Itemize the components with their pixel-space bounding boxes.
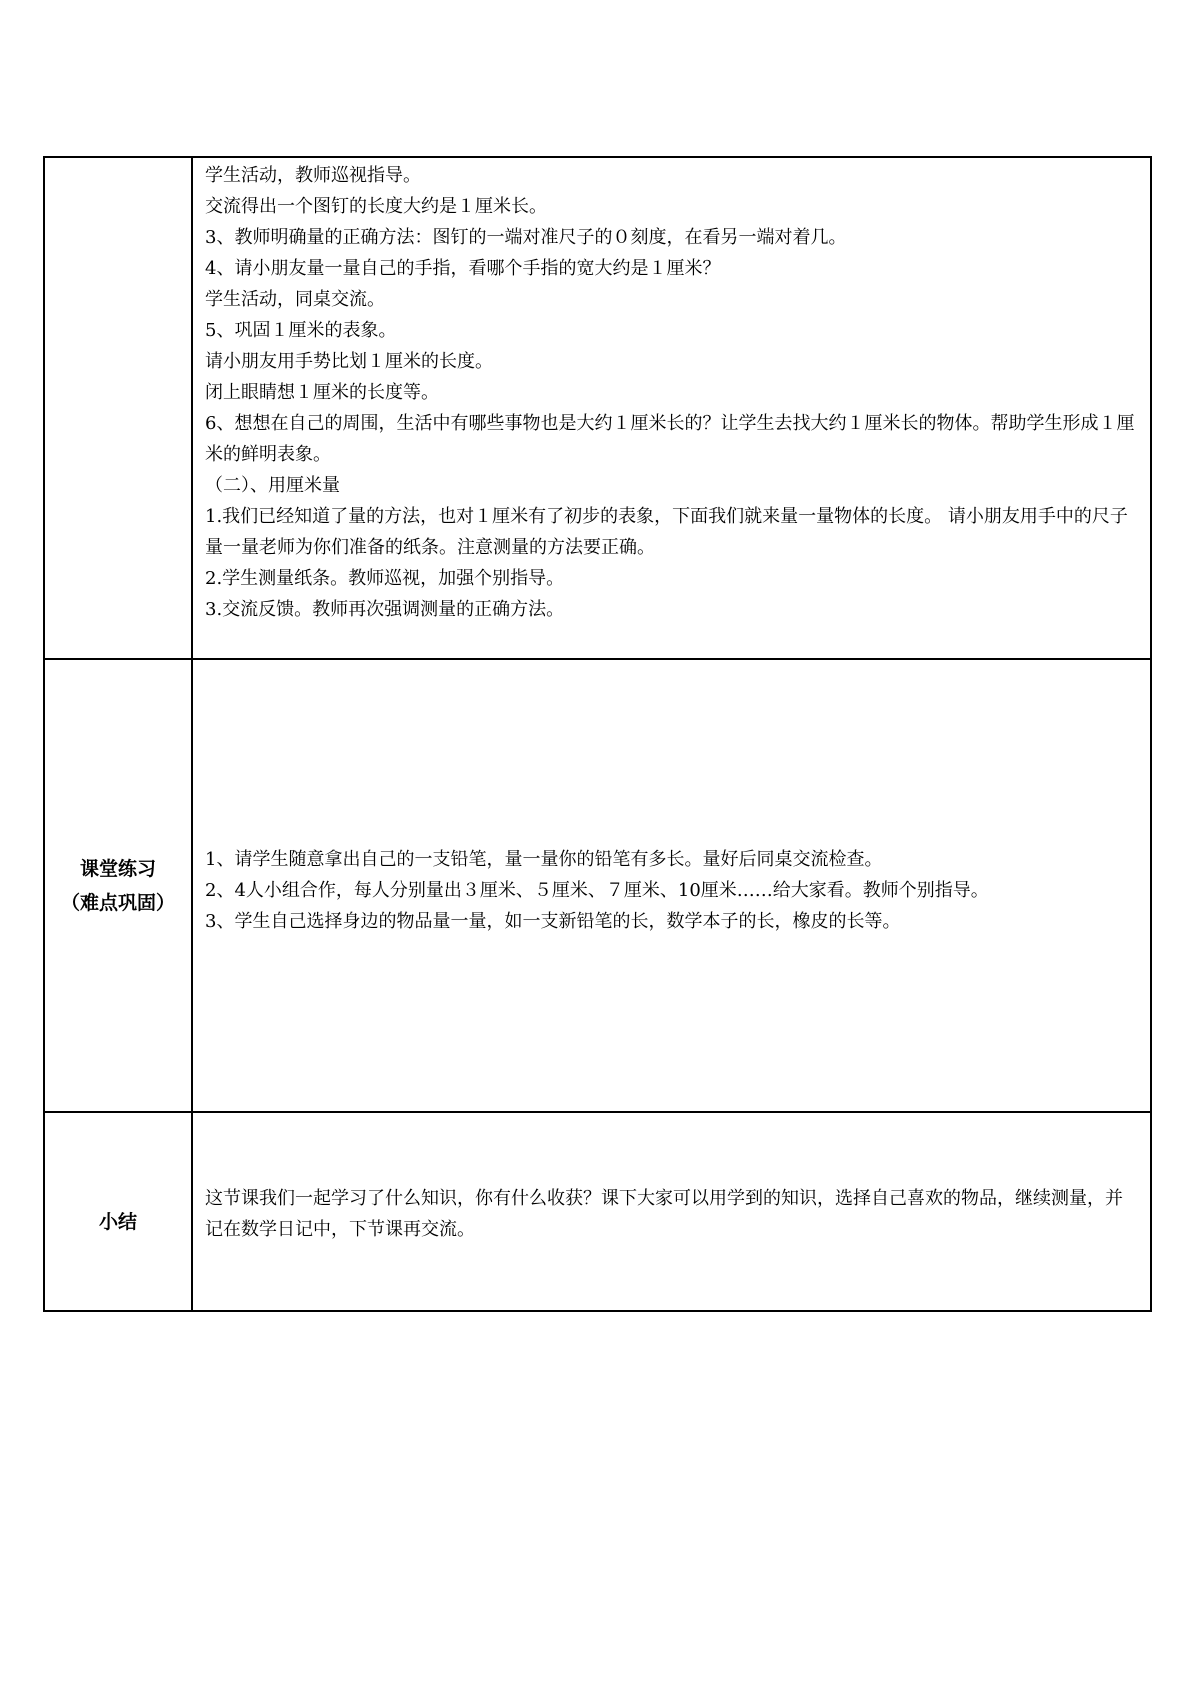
content-line: 交流得出一个图钉的长度大约是１厘米长。 (205, 196, 547, 217)
content-line: 4、请小朋友量一量自己的手指，看哪个手指的宽大约是１厘米？ (205, 258, 721, 279)
content-line: 3、学生自己选择身边的物品量一量，如一支新铅笔的长，数学本子的长，橡皮的长等。 (205, 911, 901, 932)
content-line: 1.我们已经知道了量的方法，也对１厘米有了初步的表象，下面我们就来量一量物体的长度。 请小朋友用手中的尺子量一量老师为你们准备的纸条。注意测量的方法要正确。 (205, 506, 1128, 558)
content-line: （二）、用厘米量 (205, 475, 340, 496)
content-line: 请小朋友用手势比划１厘米的长度。 (205, 351, 493, 372)
content-line: 2.学生测量纸条。教师巡视，加强个别指导。 (205, 568, 565, 589)
label-line: 小结 (98, 1211, 137, 1233)
content-line: 3.交流反馈。教师再次强调测量的正确方法。 (205, 599, 565, 620)
teaching-process-content (192, 157, 1151, 659)
teaching-process-row (44, 157, 1151, 659)
content-line: 2、4人小组合作，每人分别量出３厘米、５厘米、７厘米、10厘米……给大家看。教师个别指导。 (205, 880, 989, 901)
classroom-practice-label (44, 659, 192, 1112)
label-line: （难点巩固） (60, 891, 175, 914)
content-line: 这节课我们一起学习了什么知识，你有什么收获？课下大家可以用学到的知识，选择自己喜欢的物品，继续测量，并记在数学日记中，下节课再交流。 (205, 1188, 1123, 1240)
lesson-plan-table (43, 156, 1152, 1312)
classroom-practice-content (192, 659, 1151, 1112)
content-line: 6、想想在自己的周围，生活中有哪些事物也是大约１厘米长的？让学生去找大约１厘米长的物体。帮助学生形成１厘米的鲜明表象。 (205, 413, 1135, 465)
summary-content (192, 1112, 1151, 1311)
summary-row (44, 1112, 1151, 1311)
summary-label (44, 1112, 192, 1311)
content-line: 学生活动，教师巡视指导。 (205, 165, 421, 186)
label-line: 课堂练习 (79, 857, 156, 880)
row-label-empty (44, 157, 192, 659)
classroom-practice-row (44, 659, 1151, 1112)
content-line: 学生活动，同桌交流。 (205, 289, 385, 310)
content-line: 5、巩固１厘米的表象。 (205, 320, 397, 341)
content-line: 闭上眼睛想１厘米的长度等。 (205, 382, 439, 403)
content-line: 1、请学生随意拿出自己的一支铅笔，量一量你的铅笔有多长。量好后同桌交流检查。 (205, 849, 883, 870)
content-line: 3、教师明确量的正确方法：图钉的一端对准尺子的０刻度，在看另一端对着几。 (205, 227, 847, 248)
